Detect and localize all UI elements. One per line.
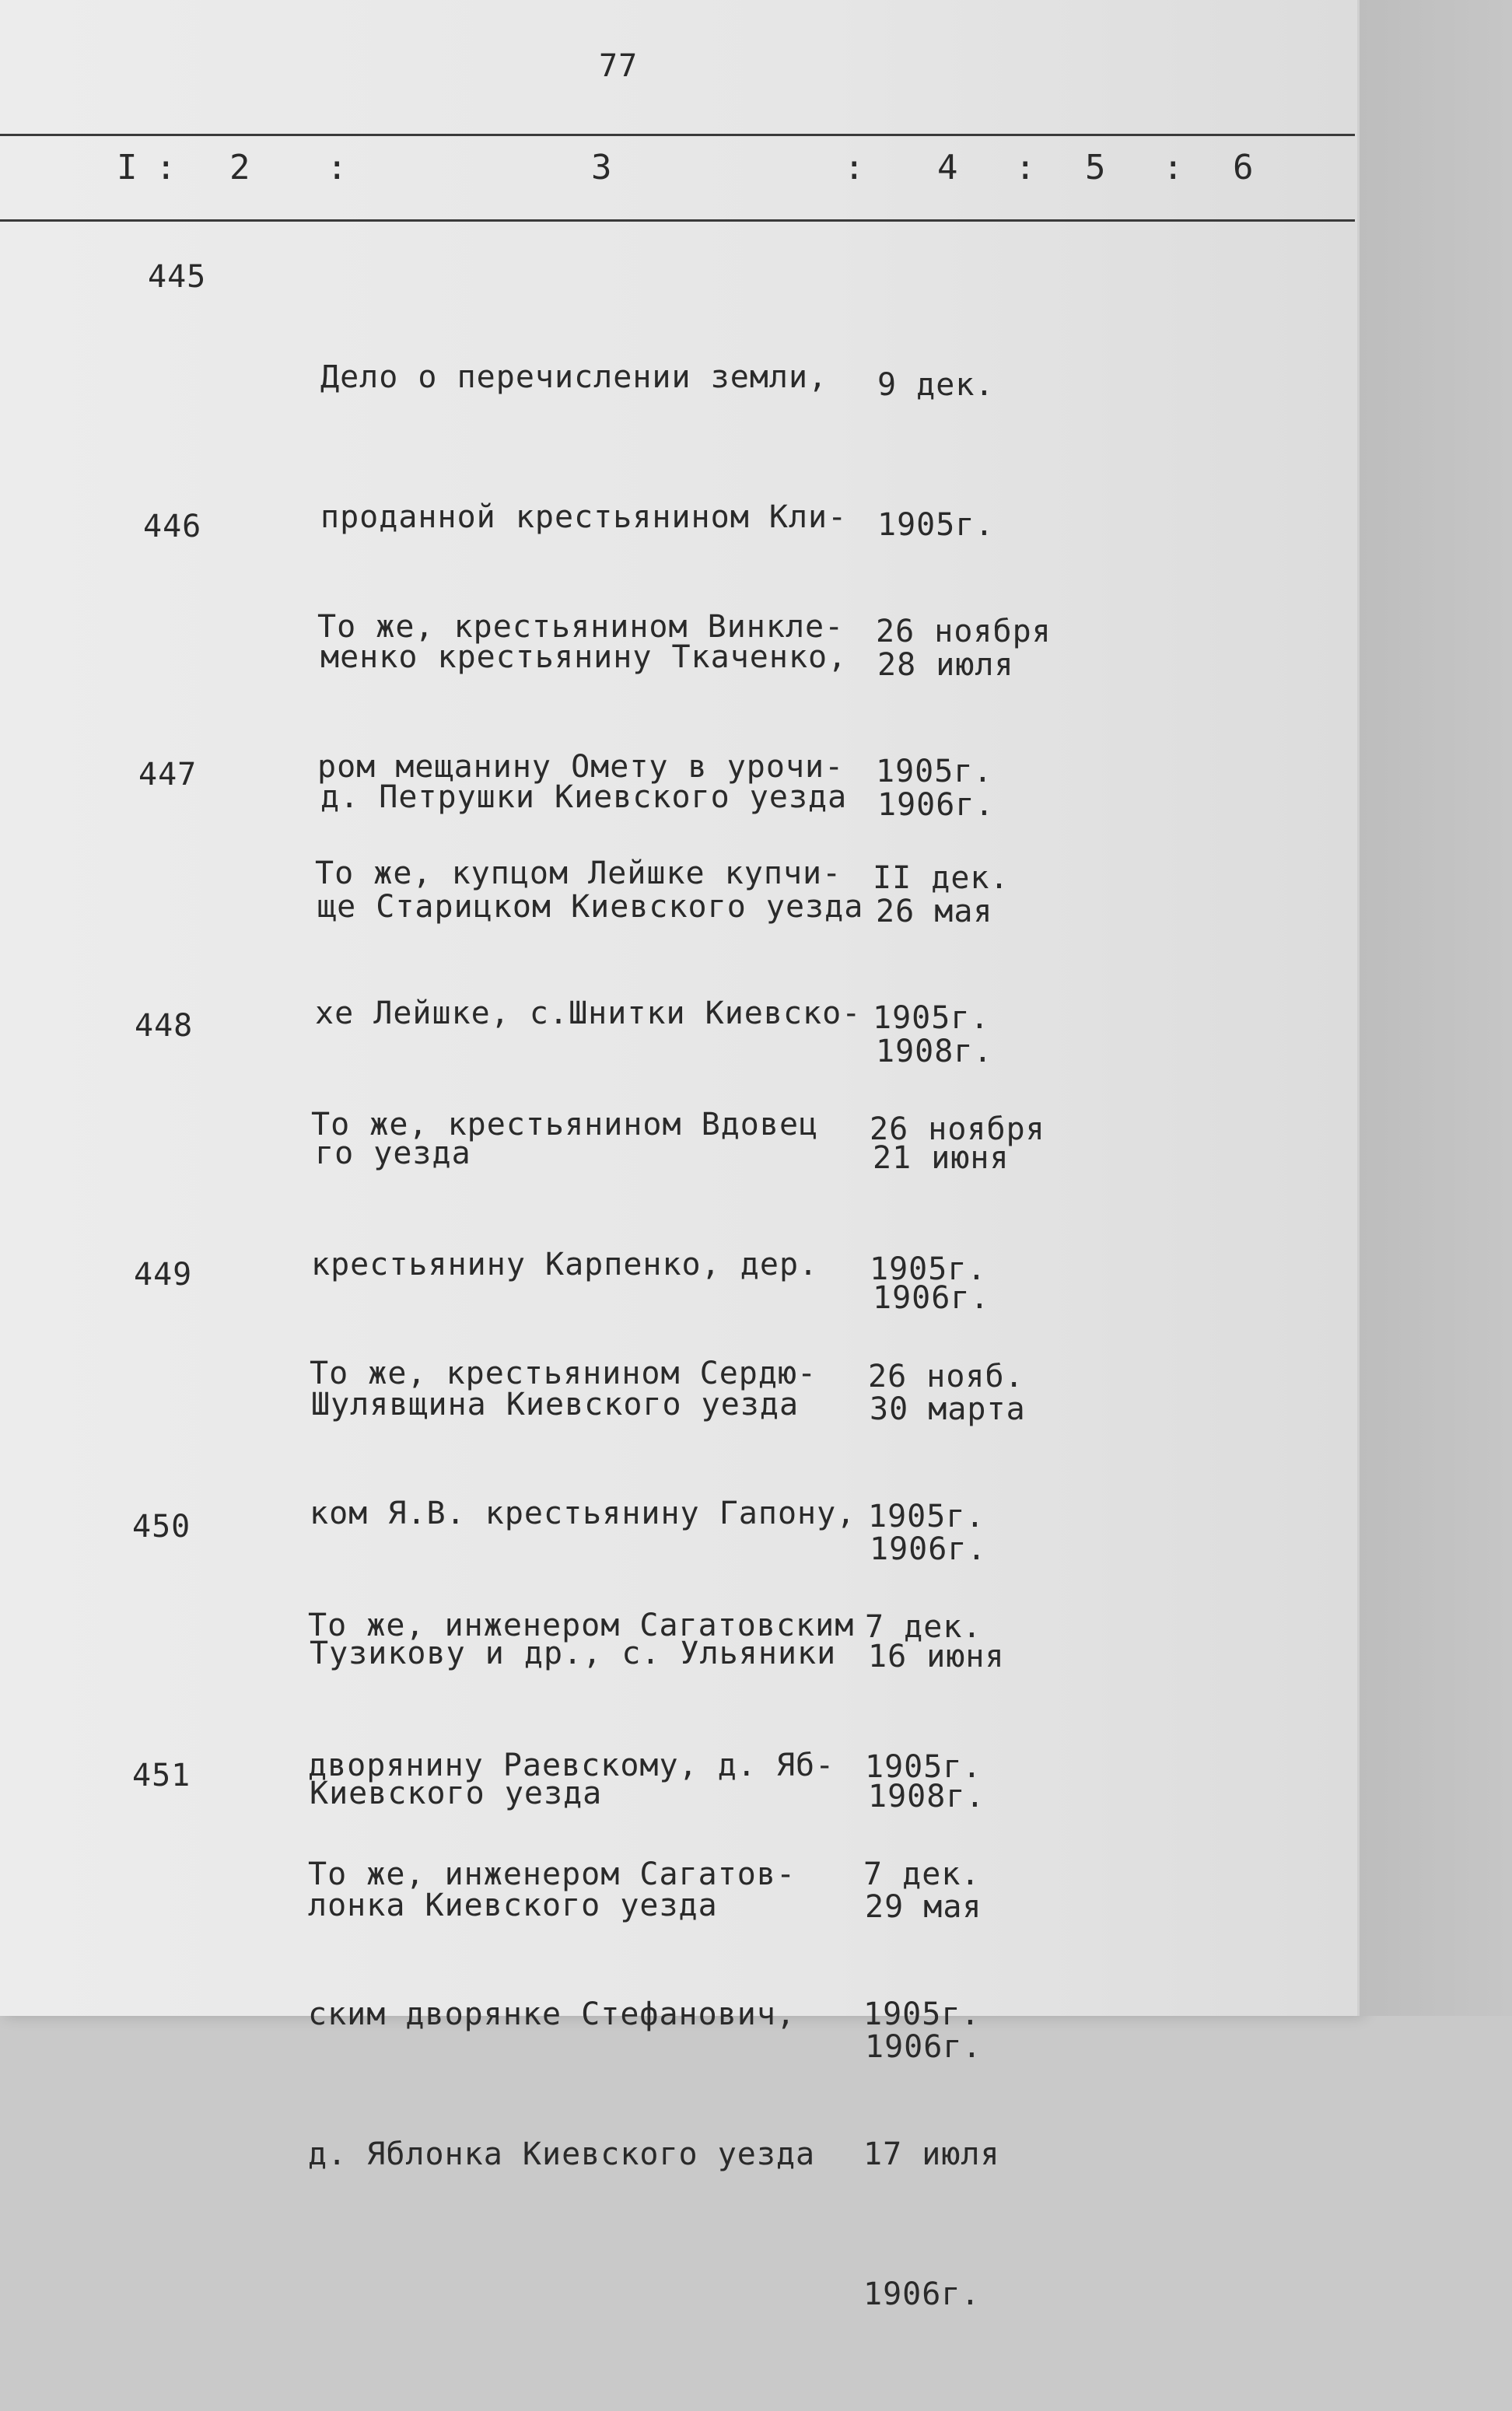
date-end-day: 26 мая	[876, 894, 993, 929]
date-end-day: 28 июля	[877, 647, 1014, 683]
entry-451	[0, 1748, 1357, 2312]
description-line: менко крестьянину Ткаченко,	[320, 639, 848, 675]
description-line: Шулявщина Киевского уезда	[311, 1387, 800, 1422]
description-line: крестьянину Карпенко, дер.	[311, 1247, 819, 1282]
entry-description	[308, 1758, 815, 2271]
background-margin	[1360, 0, 1512, 2016]
description-line: ще Старицком Киевского уезда	[317, 889, 864, 925]
description-line: хе Лейшке, с.Шнитки Киевско-	[315, 996, 862, 1031]
entry-dates	[863, 1758, 1000, 2411]
date-end-year: 1908г.	[868, 1779, 985, 1814]
date-start-day: 7 дек.	[863, 1856, 981, 1892]
date-start-day: 9 дек.	[877, 367, 995, 403]
description-line: д. Яблонка Киевского уезда	[308, 2136, 816, 2172]
page-number: 77	[599, 48, 639, 84]
description-line: То же, инженером Сагатов-	[308, 1856, 796, 1892]
description-line: Дело о перечислении земли,	[320, 359, 828, 395]
date-start-year: 1905г.	[863, 1996, 981, 2032]
description-line: То же, крестьянином Сердю-	[310, 1356, 817, 1391]
entry-number: 451	[132, 1758, 191, 1793]
entry-number: 450	[132, 1509, 191, 1545]
header-col-3: 3	[591, 148, 613, 187]
header-separator: :	[327, 148, 348, 187]
description-line: То же, купцом Лейшке купчи-	[315, 856, 842, 891]
header-separator: :	[156, 148, 177, 187]
entry-number: 445	[148, 259, 207, 295]
description-line: дворянину Раевскому, д. Яб-	[308, 1748, 835, 1783]
entry-number: 446	[143, 509, 202, 544]
date-start-day: 26 нояб.	[868, 1359, 1024, 1394]
date-start-year: 1905г.	[876, 754, 993, 789]
date-end-day: 30 марта	[870, 1391, 1026, 1427]
date-end-year: 1906г.	[877, 787, 995, 823]
description-line: То же, инженером Сагатовским	[308, 1608, 855, 1643]
date-end-day: 17 июля	[863, 2136, 1000, 2172]
date-start-day: 7 дек.	[865, 1609, 982, 1645]
date-start-year: 1905г.	[873, 1000, 990, 1036]
description-line: То же, крестьянином Винкле-	[317, 609, 845, 645]
date-start-day: 26 ноября	[876, 614, 1052, 649]
description-line: го уезда	[315, 1136, 471, 1171]
description-line: лонка Киевского уезда	[308, 1888, 718, 1923]
header-col-2: 2	[229, 148, 251, 187]
date-start-day: II дек.	[873, 860, 1010, 896]
date-end-year: 1906г.	[870, 1531, 987, 1567]
description-line: Тузикову и др., с. Ульяники	[310, 1636, 837, 1671]
header-rule-bottom	[0, 219, 1355, 222]
header-separator: :	[1015, 148, 1037, 187]
header-col-5: 5	[1085, 148, 1107, 187]
description-line: ком Я.В. крестьянину Гапону,	[310, 1496, 856, 1531]
description-line: Киевского уезда	[310, 1776, 603, 1811]
header-rule-top	[0, 134, 1355, 136]
date-end-day: 16 июня	[868, 1639, 1005, 1674]
date-end-year: 1906г.	[863, 2276, 981, 2312]
date-end-year: 1906г.	[865, 2029, 982, 2065]
date-start-year: 1905г.	[870, 1251, 987, 1287]
date-start-year: 1905г.	[868, 1499, 985, 1534]
date-start-day: 26 ноября	[870, 1111, 1045, 1147]
entry-number: 448	[135, 1008, 194, 1044]
description-line: То же, крестьянином Вдовец	[311, 1107, 819, 1143]
description-line: ским дворянке Стефанович,	[308, 1996, 796, 2032]
date-end-day: 21 июня	[873, 1140, 1010, 1176]
header-separator: :	[1163, 148, 1185, 187]
header-col-6: 6	[1233, 148, 1255, 187]
entry-number: 447	[138, 757, 198, 793]
description-line: ром мещанину Омету в урочи-	[317, 749, 845, 785]
date-end-year: 1906г.	[873, 1280, 990, 1316]
date-start-year: 1905г.	[877, 507, 995, 543]
header-col-4: 4	[937, 148, 959, 187]
description-line: д. Петрушки Киевского уезда	[320, 779, 848, 815]
entry-number: 449	[134, 1257, 193, 1293]
date-start-year: 1905г.	[865, 1749, 982, 1785]
description-line: проданной крестьянином Кли-	[320, 499, 848, 535]
header-separator: :	[844, 148, 866, 187]
date-end-day: 29 мая	[865, 1889, 982, 1925]
header-col-1: I	[117, 148, 138, 187]
date-end-year: 1908г.	[876, 1034, 993, 1069]
